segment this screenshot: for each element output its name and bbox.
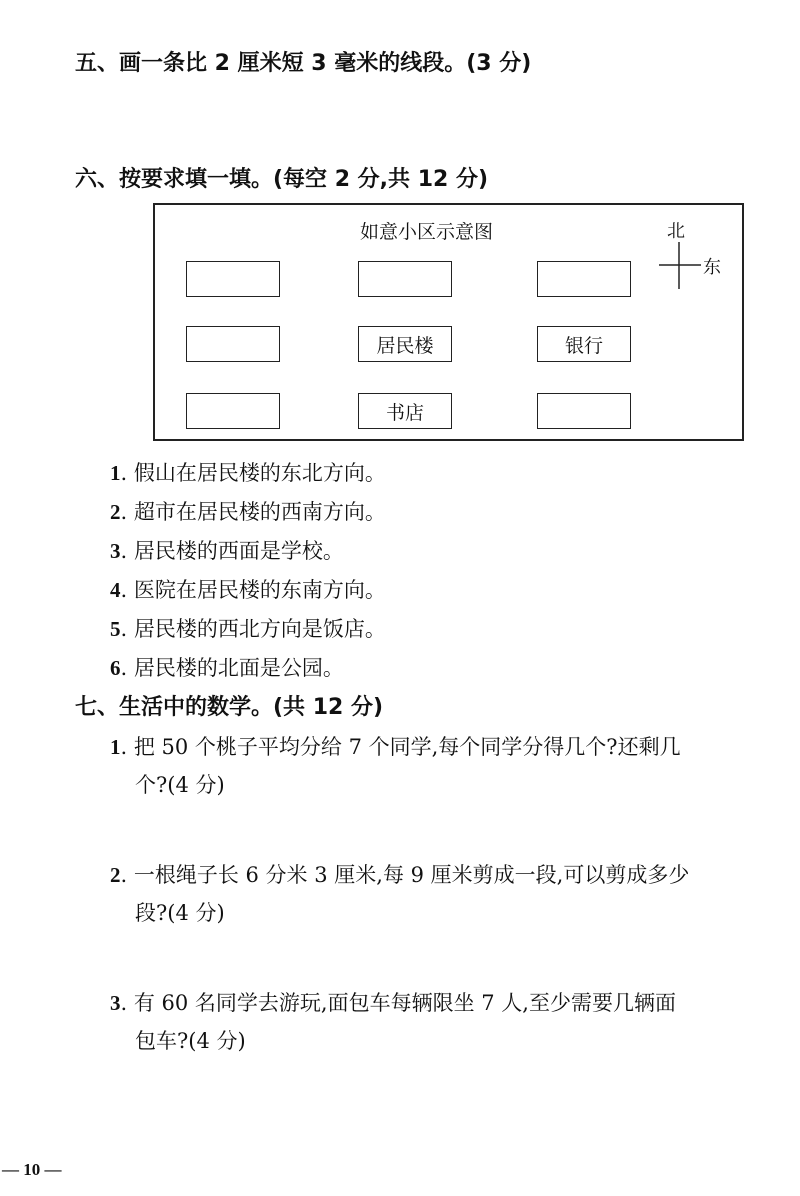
section-6-item-4 xyxy=(110,574,386,604)
item-number: 6 xyxy=(110,656,121,680)
section-7-title: 七、生活中的数学。(共 12 分) xyxy=(75,695,384,720)
section-7-item-1-line-2: 个?(4 分) xyxy=(135,773,225,797)
section-6-item-5 xyxy=(110,613,386,643)
compass-icon xyxy=(655,217,735,297)
item-number: 1 xyxy=(110,735,121,759)
map-cell-r1-c2[interactable] xyxy=(358,261,452,297)
compass-cross-icon xyxy=(655,217,735,297)
page-number: — 10 — xyxy=(2,1160,62,1179)
item-text: . 超市在居民楼的西南方向。 xyxy=(120,500,386,524)
map-cell-r2-c1[interactable] xyxy=(186,326,280,362)
item-text: . 有 60 名同学去游玩,面包车每辆限坐 7 人,至少需要几辆面 xyxy=(120,991,676,1015)
item-text: . 一根绳子长 6 分米 3 厘米,每 9 厘米剪成一段,可以剪成多少 xyxy=(120,863,690,887)
item-number: 4 xyxy=(110,578,121,602)
section-6-title: 六、按要求填一填。(每空 2 分,共 12 分) xyxy=(75,167,489,192)
section-7-item-1-line-1 xyxy=(110,731,681,761)
item-text: . 把 50 个桃子平均分给 7 个同学,每个同学分得几个?还剩几 xyxy=(120,735,681,759)
map-cell-r1-c3[interactable] xyxy=(537,261,631,297)
map-title: 如意小区示意图 xyxy=(360,221,494,243)
compass-east-label: 东 xyxy=(703,257,721,278)
item-text: . 居民楼的西面是学校。 xyxy=(120,539,344,563)
section-6-item-3 xyxy=(110,535,344,565)
map-cell-r1-c1[interactable] xyxy=(186,261,280,297)
section-7-item-2-line-1 xyxy=(110,859,689,889)
item-text: . 医院在居民楼的东南方向。 xyxy=(120,578,386,602)
section-7-item-3-line-2: 包车?(4 分) xyxy=(135,1029,246,1053)
section-6-item-6 xyxy=(110,652,344,682)
section-7-item-2-line-2: 段?(4 分) xyxy=(135,901,225,925)
item-text: . 居民楼的北面是公园。 xyxy=(120,656,344,680)
map-cell-bank: 银行 xyxy=(537,326,631,362)
map-cell-r3-c3[interactable] xyxy=(537,393,631,429)
item-number: 2 xyxy=(110,500,121,524)
item-text: . 假山在居民楼的东北方向。 xyxy=(120,461,386,485)
section-6-item-2 xyxy=(110,496,386,526)
item-number: 5 xyxy=(110,617,121,641)
item-number: 1 xyxy=(110,461,121,485)
community-map xyxy=(153,203,744,441)
section-6-item-1 xyxy=(110,457,386,487)
item-text: . 居民楼的西北方向是饭店。 xyxy=(120,617,386,641)
map-cell-r3-c1[interactable] xyxy=(186,393,280,429)
map-cell-residential: 居民楼 xyxy=(358,326,452,362)
section-5-title: 五、画一条比 2 厘米短 3 毫米的线段。(3 分) xyxy=(75,51,532,76)
map-cell-bookstore: 书店 xyxy=(358,393,452,429)
item-number: 3 xyxy=(110,991,121,1015)
item-number: 3 xyxy=(110,539,121,563)
compass-north-label: 北 xyxy=(667,221,685,242)
item-number: 2 xyxy=(110,863,121,887)
section-7-item-3-line-1 xyxy=(110,987,676,1017)
